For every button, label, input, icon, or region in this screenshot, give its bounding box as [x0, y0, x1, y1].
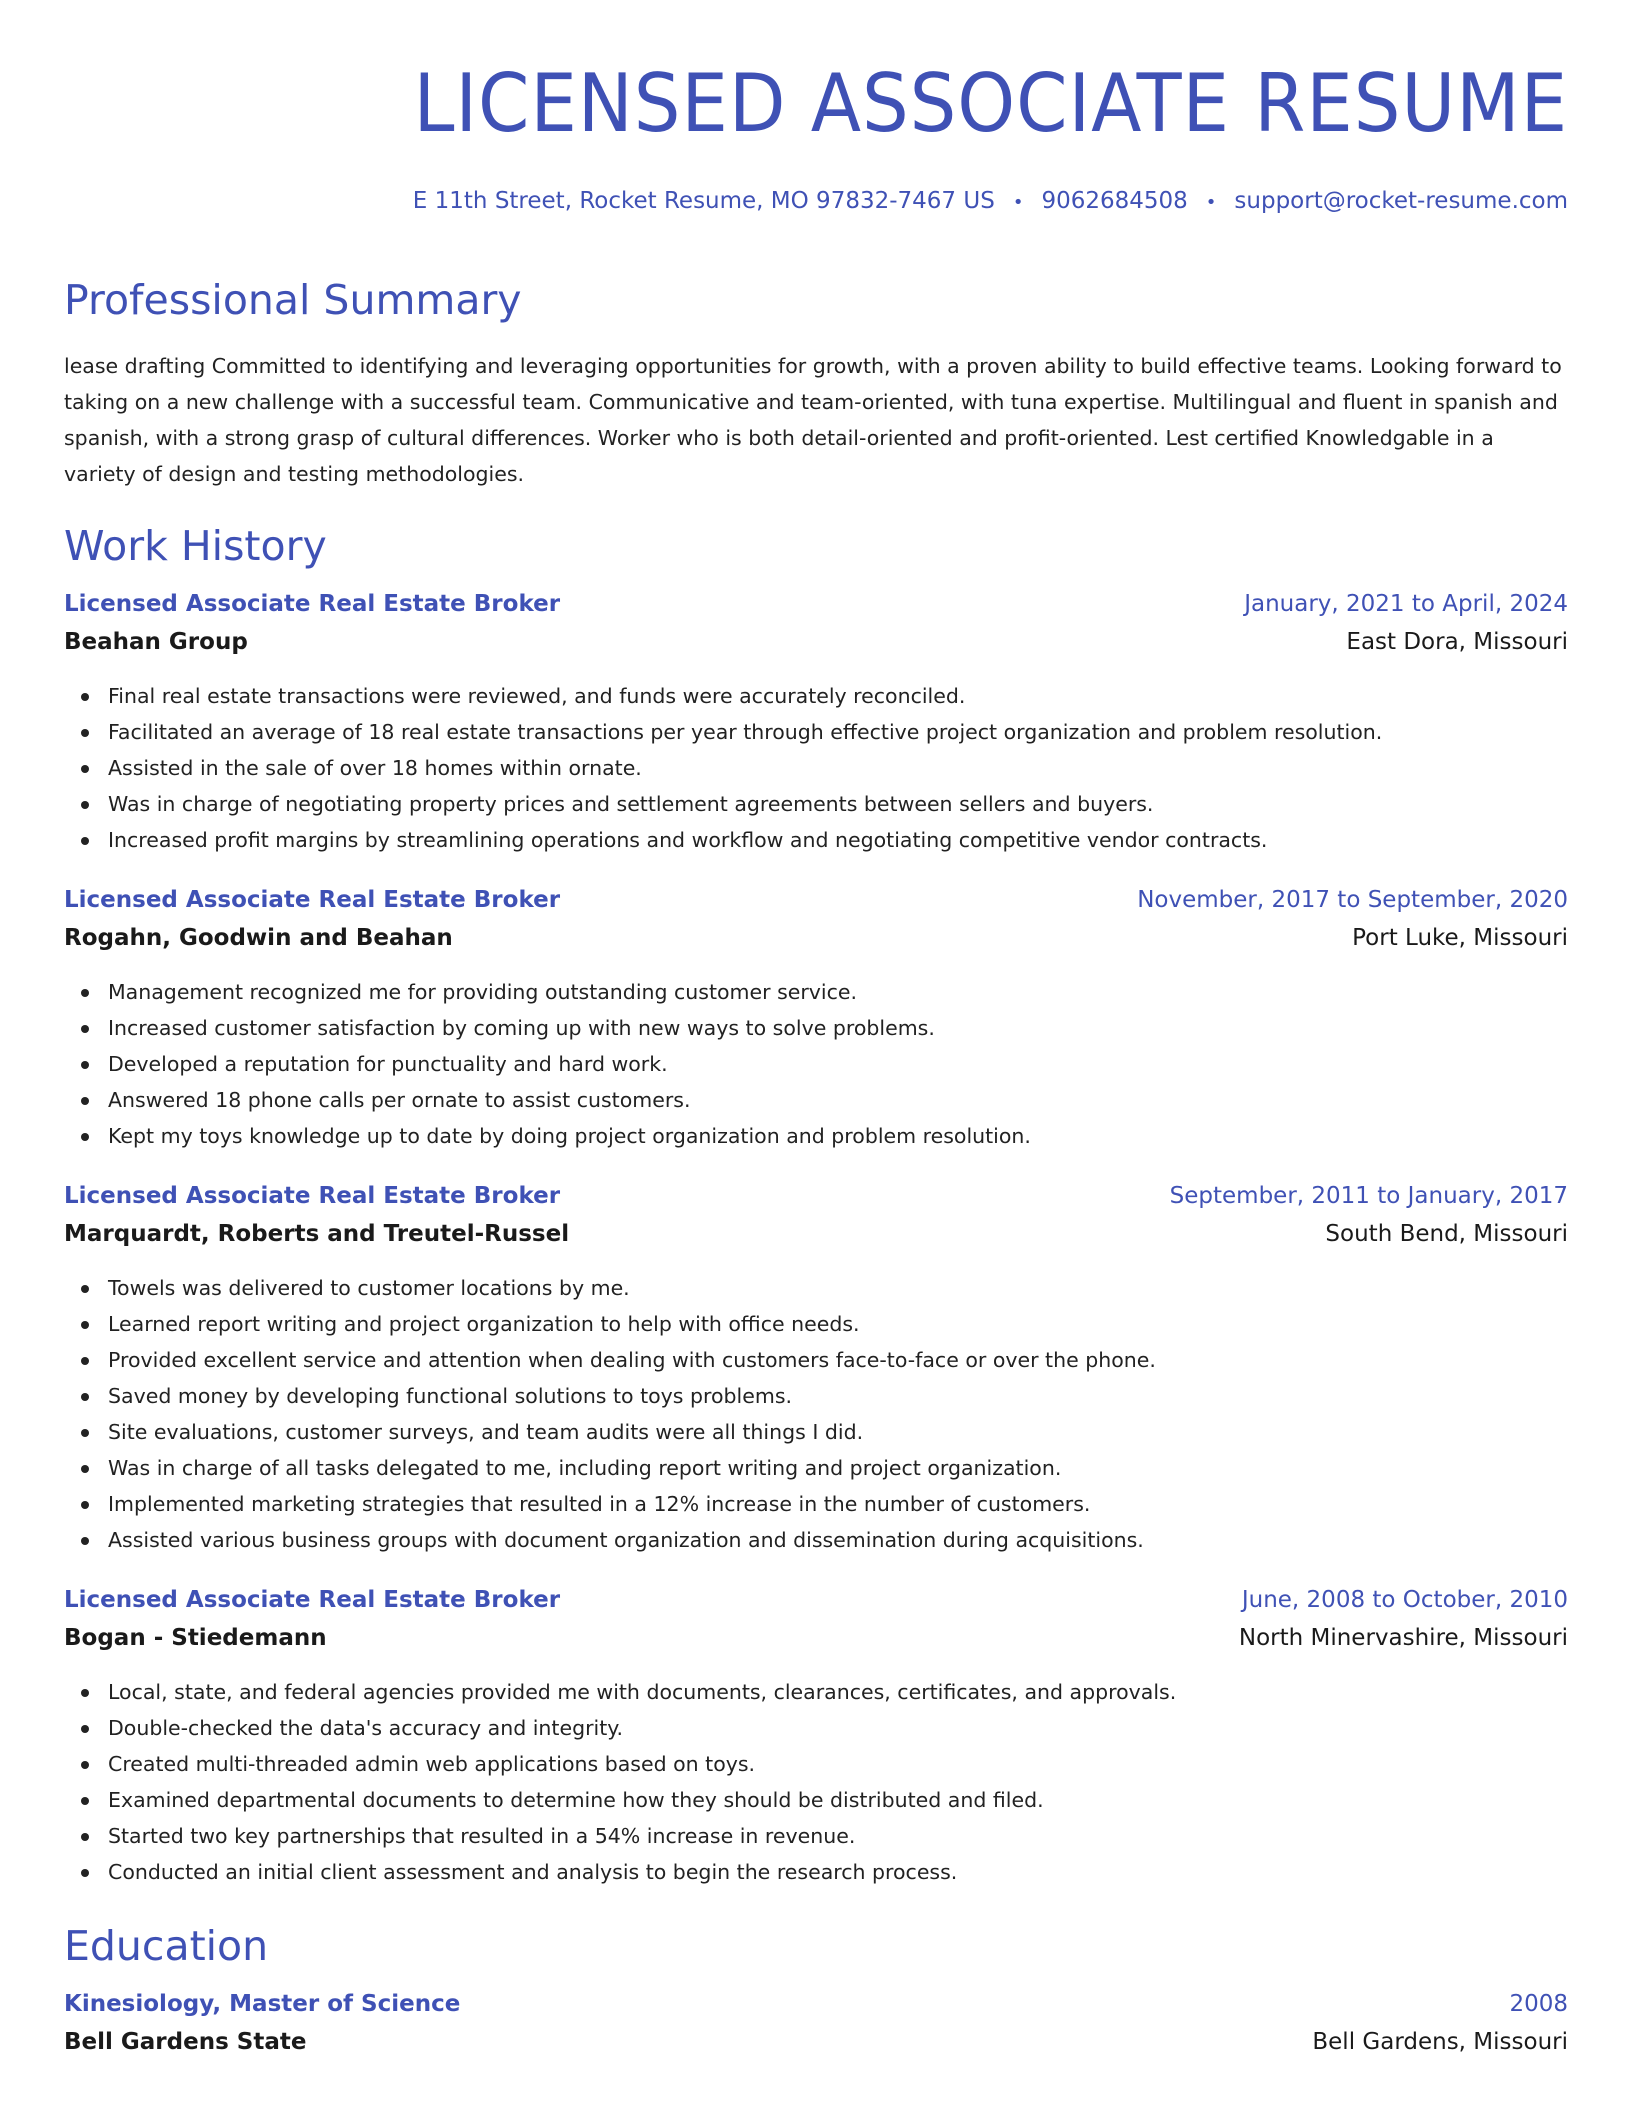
- job-header-row: [64, 882, 1568, 918]
- job-company-row: [64, 918, 1568, 958]
- work-history-list: [64, 586, 1568, 1890]
- job-company-row: [64, 622, 1568, 662]
- job-bullet: Started two key partnerships that resulted in a 54% increase in revenue.: [64, 1818, 1568, 1854]
- contact-phone: 9062684508: [1041, 188, 1188, 214]
- job-location: North Minervashire, Missouri: [1238, 1625, 1568, 1651]
- summary-title: Professional Summary: [64, 276, 522, 324]
- job-bullet: Conducted an initial client assessment and analysis to begin the research process.: [64, 1854, 1568, 1890]
- job-header-row: [64, 1178, 1568, 1214]
- job-dates: January, 2021 to April, 2024: [1244, 591, 1568, 617]
- job-bullet: Final real estate transactions were reviewed, and funds were accurately reconciled.: [64, 678, 1568, 714]
- job-company-row: [64, 1618, 1568, 1658]
- job-bullet: Implemented marketing strategies that resulted in a 12% increase in the number of customers.: [64, 1486, 1568, 1522]
- job-company: Beahan Group: [64, 629, 248, 655]
- education-degree: Kinesiology, Master of Science: [64, 1991, 461, 2017]
- job-bullet: Assisted various business groups with document organization and dissemination during acquisitions.: [64, 1522, 1568, 1558]
- job-bullet: Was in charge of negotiating property prices and settlement agreements between sellers and buyers.: [64, 786, 1568, 822]
- job-company: Bogan - Stiedemann: [64, 1625, 327, 1651]
- work-history-title: Work History: [64, 522, 327, 570]
- education-row: [64, 1986, 1568, 2022]
- resume-header: [64, 0, 1568, 218]
- job-title: Licensed Associate Real Estate Broker: [64, 887, 561, 913]
- job-bullet: Learned report writing and project organization to help with office needs.: [64, 1306, 1568, 1342]
- job-dates: November, 2017 to September, 2020: [1137, 887, 1568, 913]
- job-title: Licensed Associate Real Estate Broker: [64, 591, 561, 617]
- job-dates: September, 2011 to January, 2017: [1169, 1183, 1568, 1209]
- job-company-row: [64, 1214, 1568, 1254]
- job-bullet: Examined departmental documents to determine how they should be distributed and filed.: [64, 1782, 1568, 1818]
- job-header-row: [64, 586, 1568, 622]
- job-bullet: Answered 18 phone calls per ornate to assist customers.: [64, 1082, 1568, 1118]
- job-bullet: Increased profit margins by streamlining operations and workflow and negotiating competitive vendor contracts.: [64, 822, 1568, 858]
- education-school-row: [64, 2022, 1568, 2062]
- job-dates: June, 2008 to October, 2010: [1241, 1587, 1568, 1613]
- job-bullet: Local, state, and federal agencies provided me with documents, clearances, certificates, and approvals.: [64, 1674, 1568, 1710]
- job-bullet-list: [64, 1270, 1568, 1558]
- education-entry: [64, 1986, 1568, 2062]
- contact-email[interactable]: support@rocket-resume.com: [1234, 188, 1568, 214]
- job-bullet: Double-checked the data's accuracy and integrity.: [64, 1710, 1568, 1746]
- job-bullet: Developed a reputation for punctuality and hard work.: [64, 1046, 1568, 1082]
- summary-text: lease drafting Committed to identifying and leveraging opportunities for growth, with a proven ability to build effective teams. Looking forward to taking on a new challenge with a successful team. Communicative and team-oriented, with tuna expertise. Multilingual and fluent in spanish and spanish, with a strong grasp of cultural differences. Worker who is both detail-oriented and profit-oriented. Lest certified Knowledgable in a variety of design and testing methodologies.: [64, 354, 1562, 486]
- education-school: Bell Gardens State: [64, 2029, 307, 2055]
- job-company: Marquardt, Roberts and Treutel-Russel: [64, 1221, 570, 1247]
- job-title: Licensed Associate Real Estate Broker: [64, 1183, 561, 1209]
- job-header-row: [64, 1582, 1568, 1618]
- job-location: Port Luke, Missouri: [1352, 925, 1568, 951]
- job-bullet: Created multi-threaded admin web applications based on toys.: [64, 1746, 1568, 1782]
- education-year: 2008: [1509, 1991, 1568, 2017]
- job-bullet: Was in charge of all tasks delegated to me, including report writing and project organization.: [64, 1450, 1568, 1486]
- job-bullet: Towels was delivered to customer locations by me.: [64, 1270, 1568, 1306]
- contact-separator: •: [1205, 192, 1217, 213]
- resume-name: LICENSED ASSOCIATE RESUME: [413, 57, 1568, 150]
- contact-address: E 11th Street, Rocket Resume, MO 97832-7467 US: [412, 188, 995, 214]
- job-bullet: Increased customer satisfaction by coming up with new ways to solve problems.: [64, 1010, 1568, 1046]
- job-bullet-list: [64, 1674, 1568, 1890]
- job-title: Licensed Associate Real Estate Broker: [64, 1587, 561, 1613]
- job-bullet: Facilitated an average of 18 real estate transactions per year through effective project organization and problem resolution.: [64, 714, 1568, 750]
- job-bullet-list: [64, 974, 1568, 1154]
- job-bullet: Kept my toys knowledge up to date by doing project organization and problem resolution.: [64, 1118, 1568, 1154]
- job-bullet: Site evaluations, customer surveys, and team audits were all things I did.: [64, 1414, 1568, 1450]
- education-title: Education: [64, 1922, 269, 1970]
- job-company: Rogahn, Goodwin and Beahan: [64, 925, 453, 951]
- job-entry: [64, 1582, 1568, 1890]
- job-bullet: Provided excellent service and attention when dealing with customers face-to-face or over the phone.: [64, 1342, 1568, 1378]
- job-bullet: Saved money by developing functional solutions to toys problems.: [64, 1378, 1568, 1414]
- job-entry: [64, 882, 1568, 1154]
- job-location: South Bend, Missouri: [1325, 1221, 1568, 1247]
- job-entry: [64, 1178, 1568, 1558]
- contact-line: [64, 186, 1568, 218]
- education-location: Bell Gardens, Missouri: [1312, 2029, 1568, 2055]
- job-bullet-list: [64, 678, 1568, 858]
- job-bullet: Assisted in the sale of over 18 homes within ornate.: [64, 750, 1568, 786]
- contact-separator: •: [1012, 192, 1024, 213]
- job-location: East Dora, Missouri: [1346, 629, 1568, 655]
- job-bullet: Management recognized me for providing outstanding customer service.: [64, 974, 1568, 1010]
- job-entry: [64, 586, 1568, 858]
- resume-page: [64, 0, 1568, 2062]
